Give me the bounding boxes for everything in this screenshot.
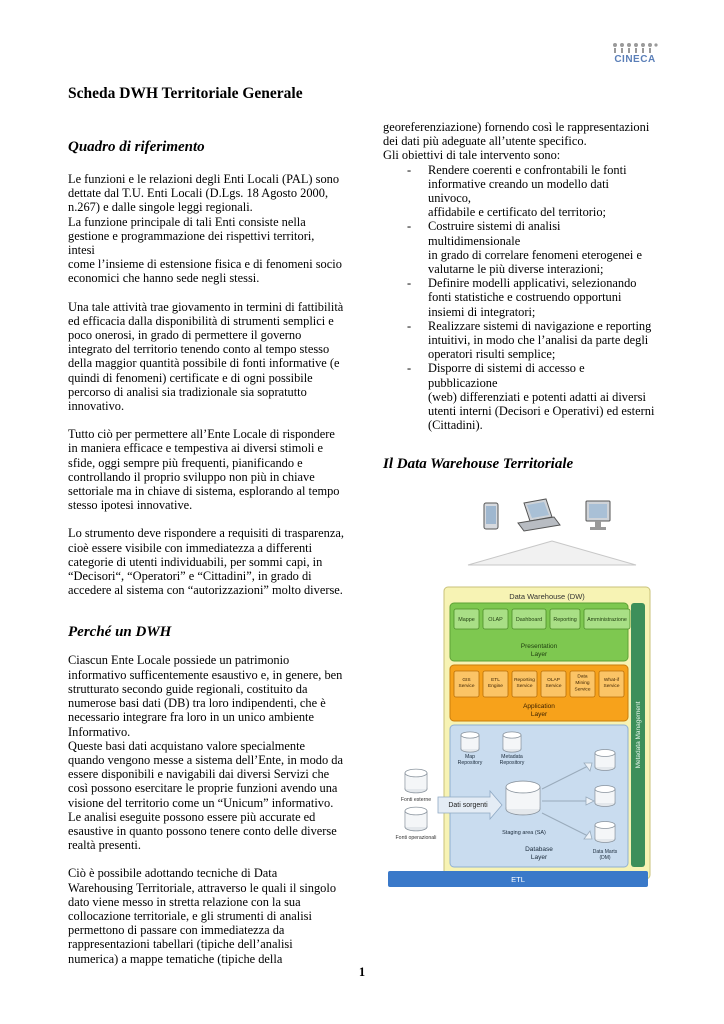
presentation-layer-label: Layer xyxy=(530,651,548,658)
objective-item xyxy=(383,163,655,220)
quadro-line: ed efficacia dalla disponibilità di strumenti semplici e xyxy=(68,313,334,328)
map-repository-icon xyxy=(461,732,479,752)
application-layer-label: Layer xyxy=(530,711,548,718)
data-marts-label-1: Data Marts xyxy=(592,849,618,855)
heading-quadro: Quadro di riferimento xyxy=(68,139,205,155)
perche-line: rappresentazioni tabellari (tipiche dell’analisi xyxy=(68,937,293,952)
staging-label: Staging area (SA) xyxy=(502,830,546,836)
application-service-label: ETL xyxy=(491,677,500,683)
quadro-line: integrato del territorio tenendo conto al tempo stesso xyxy=(68,342,330,357)
perche-paragraphs xyxy=(68,653,344,965)
database-layer-label: Layer xyxy=(530,854,548,861)
desktop-icon xyxy=(586,501,610,530)
perche-line: collocazione territoriale, e gli strumenti di analisi xyxy=(68,908,312,923)
application-service-label: Service xyxy=(603,684,620,690)
objective-item xyxy=(383,319,655,362)
quadro-line: in maniera efficace e tempestiva ai diversi stimoli e xyxy=(68,441,324,456)
presentation-item-label: Mappe xyxy=(458,617,475,623)
fonti-esterne-icon xyxy=(405,769,427,793)
quadro-line: poco onerosi, in grado di permettere il governo xyxy=(68,328,302,343)
objective-item xyxy=(383,361,655,432)
fonti-esterne-label: Fonti esterne xyxy=(400,797,432,803)
objective-line: - Realizzare sistemi di navigazione e reporting xyxy=(428,318,652,333)
perche-paragraph xyxy=(68,653,344,852)
logo-text: CINECA xyxy=(614,54,656,65)
cineca-logo xyxy=(610,42,660,78)
quadro-line: Tutto ciò per permettere all’Ente Locale di rispondere xyxy=(68,427,335,442)
quadro-line: innovativo. xyxy=(68,399,125,414)
presentation-item-label: Dashboard xyxy=(515,617,543,623)
quadro-line: categorie di utenti individuabili, per sommi capi, in xyxy=(68,554,323,569)
perche-line: così possono esercitare le proprie funzioni avendo una xyxy=(68,781,338,796)
perche-line: Le analisi eseguite possono essere più accurate ed xyxy=(68,809,316,824)
objective-line: insiemi di integratori; xyxy=(428,304,536,319)
database-label: Database xyxy=(525,846,553,853)
perche-line: Ciascun Ente Locale possiede un patrimonio xyxy=(68,653,290,668)
application-service-label: Service xyxy=(458,684,475,690)
laptop-icon xyxy=(518,499,560,531)
right-intro xyxy=(383,120,655,163)
objective-line: - Definire modelli applicativi, selezionando xyxy=(428,276,637,291)
presentation-item-label: Reporting xyxy=(553,617,577,623)
quadro-line: percorso di analisi sia tradizionale sia sopratutto xyxy=(68,384,307,399)
staging-area-icon xyxy=(506,781,540,815)
application-label: Application xyxy=(523,703,555,710)
data-mart-icon xyxy=(595,786,615,807)
heading-data-warehouse: Il Data Warehouse Territoriale xyxy=(383,456,574,472)
quadro-line: n.267) e dalle singole leggi regionali. xyxy=(68,200,253,215)
application-service-label: Service xyxy=(545,684,562,690)
quadro-line: stesso ipotesi innovative. xyxy=(68,498,193,513)
quadro-line: come l’insieme di estensione fisica e di fenomeni socio xyxy=(68,257,342,272)
objective-line: fonti statistiche e costruendo opportuni xyxy=(428,290,622,305)
perche-line: realtà presenti. xyxy=(68,838,141,853)
etl-label: ETL xyxy=(511,875,525,884)
application-service-label: GIS xyxy=(462,677,471,683)
perche-line: Informativo. xyxy=(68,724,131,739)
perche-line: visione del territorio come un “Unicum” informativo. xyxy=(68,795,334,810)
metadata-management-label: Metadata Management xyxy=(635,701,642,769)
objective-line: valutarne le più diverse interazioni; xyxy=(428,262,604,277)
objective-line: - Rendere coerenti e confrontabili le fonti xyxy=(428,162,627,177)
perche-line: quando vengono messe a sistema dell’Ente, in modo da xyxy=(68,752,343,767)
quadro-line: “Decisori“, “Operatori” e “Cittadini”, in grado di xyxy=(68,569,312,584)
perche-line: necessario integrare fra loro in un unico ambiente xyxy=(68,710,314,725)
perche-line: essere disponibili e navigabili dai diversi Servizi che xyxy=(68,767,330,782)
quadro-line: della maggior quantità possibile di fonti informative (e xyxy=(68,356,340,371)
quadro-line: cioè essere visibile con immediatezza a differenti xyxy=(68,540,313,555)
objective-line: - Costruire sistemi di analisi multidimensionale xyxy=(428,219,561,248)
quadro-line: La funzione principale di tali Enti consiste nella xyxy=(68,214,306,229)
map-repo-label-1: Map xyxy=(464,754,476,760)
perche-paragraph xyxy=(68,866,344,965)
application-service-label: Service xyxy=(574,687,591,693)
perche-line: esaustive in quanto possono tenere conto delle diverse xyxy=(68,823,337,838)
quadro-line: Le funzioni e le relazioni degli Enti Locali (PAL) sono xyxy=(68,172,340,186)
dati-sorgenti-label: Dati sorgenti xyxy=(448,802,488,809)
quadro-line: controllando il proprio sviluppo non più in chiave xyxy=(68,469,315,484)
dw-architecture-diagram xyxy=(378,495,658,895)
quadro-line: economici che hanno sede negli stessi. xyxy=(68,271,260,286)
right-intro-line: georeferenziazione) fornendo così le rappresentazioni xyxy=(383,120,650,134)
perche-line: Ciò è possibile adottando tecniche di Data xyxy=(68,866,278,881)
objective-line: (Cittadini). xyxy=(428,418,483,433)
quadro-line: Una tale attività trae giovamento in termini di fattibilità xyxy=(68,299,344,314)
presentation-label: Presentation xyxy=(520,643,558,650)
quadro-line: gestione e programmazione dei rispettivi territori, intesi xyxy=(68,228,315,258)
right-intro-line: Gli obiettivi di tale intervento sono: xyxy=(383,148,561,163)
perche-line: Warehousing Territoriale, attraverso le quali il singolo xyxy=(68,880,337,895)
quadro-paragraph xyxy=(68,172,344,286)
quadro-paragraph xyxy=(68,526,344,597)
objective-line: intuitivi, in modo che l’analisi da parte degli xyxy=(428,333,649,348)
application-service-label: Reporting xyxy=(514,677,535,683)
perche-line: Queste basi dati acquistano valore specialmente xyxy=(68,738,306,753)
left-column xyxy=(68,138,344,966)
objective-line: - Disporre di sistemi di accesso e pubblicazione xyxy=(428,361,585,390)
data-mart-icon xyxy=(595,750,615,771)
quadro-line: quindi di fenomeni) certificate e di ogni possibile xyxy=(68,370,313,385)
objective-line: in grado di correlare fenomeni eterogenei e xyxy=(428,247,642,262)
perche-line: numerose basi dati (DB) tra loro indipendenti, che è xyxy=(68,696,326,711)
meta-repo-label-1: Metadata xyxy=(501,754,523,760)
quadro-paragraph xyxy=(68,300,344,414)
quadro-line: sfide, oggi sempre più frequenti, pianificando e xyxy=(68,455,303,470)
objective-line: operatori risulti semplice; xyxy=(428,347,556,362)
access-arrow xyxy=(468,541,636,565)
application-service-label: Engine xyxy=(488,684,503,690)
objective-line: informative creando un modello dati univoco, xyxy=(428,176,609,206)
data-mart-icon xyxy=(595,822,615,843)
application-service-label: OLAP xyxy=(547,677,560,683)
page-number: 1 xyxy=(358,965,366,979)
meta-repo-label-2: Repository xyxy=(499,760,525,766)
quadro-line: accedere al sistema con “autorizzazioni” molto diverse. xyxy=(68,583,343,598)
fonti-operazionali-icon xyxy=(405,807,427,831)
perche-line: strutturato secondo guide regionali, costituito da xyxy=(68,681,308,696)
quadro-line: settoriale ma in chiave di sistema, esplorando al tempo xyxy=(68,484,340,499)
objectives-list xyxy=(383,163,655,433)
objective-item xyxy=(383,219,655,276)
presentation-item-label: OLAP xyxy=(488,617,503,623)
perche-line: numerica) a mappe tematiche (tipiche della xyxy=(68,951,283,966)
objective-item xyxy=(383,276,655,319)
dw-title: Data Warehouse (DW) xyxy=(509,592,585,601)
application-service-label: Mining xyxy=(575,681,590,686)
objective-line: (web) differenziati e potenti adatti ai diversi xyxy=(428,389,646,404)
map-repo-label-2: Repository xyxy=(457,760,483,766)
perche-line: permettono di passare con immediatezza da xyxy=(68,923,285,938)
right-intro-line: dei dati più adeguate all’utente specifico. xyxy=(383,134,587,149)
tablet-icon xyxy=(484,503,498,529)
heading-perche: Perché un DWH xyxy=(68,624,172,641)
objective-line: affidabile e certificato del territorio; xyxy=(428,205,606,220)
data-marts-label-2: (DM) xyxy=(599,855,611,861)
quadro-paragraphs xyxy=(68,172,344,597)
perche-line: informativo sufficentemente esaustivo e, in genere, ben xyxy=(68,667,343,682)
application-service-label: What-if xyxy=(603,677,620,683)
right-column xyxy=(383,120,655,432)
fonti-operazionali-label: Fonti operazionali xyxy=(395,835,437,841)
quadro-line: dettate dal T.U. Enti Locali (D.Lgs. 18 Agosto 2000, xyxy=(68,186,329,201)
metadata-repository-icon xyxy=(503,732,521,752)
application-service-label: Service xyxy=(516,684,533,690)
objective-line: utenti interni (Decisori e Operativi) ed esterni xyxy=(428,404,655,419)
perche-line: dato viene messo in stretta relazione con la sua xyxy=(68,894,301,909)
document-title: Scheda DWH Territoriale Generale xyxy=(68,85,303,102)
application-service-label: Data xyxy=(577,674,588,680)
quadro-line: Lo strumento deve rispondere a requisiti di trasparenza, xyxy=(68,526,344,541)
presentation-item-label: Amministrazione xyxy=(587,617,627,623)
quadro-paragraph xyxy=(68,427,344,512)
